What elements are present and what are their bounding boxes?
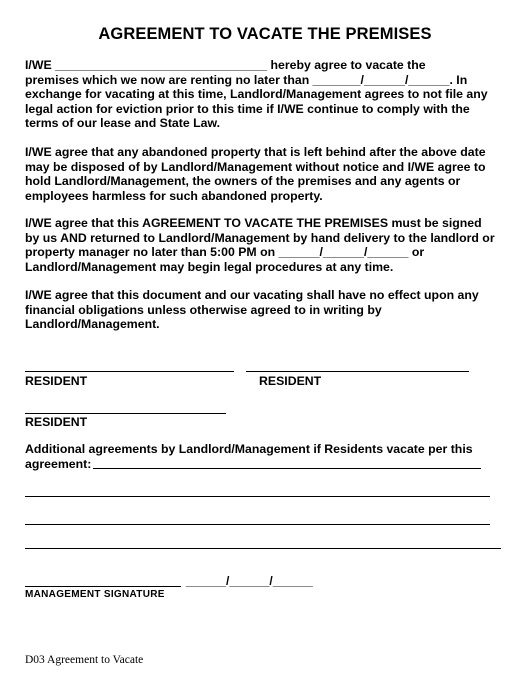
- resident-signature-line-2[interactable]: [246, 371, 469, 372]
- additional-agreements-line-3[interactable]: [25, 524, 490, 525]
- text-line: may be disposed of by Landlord/Management without notice and I/WE agree to: [25, 159, 486, 174]
- paragraph-abandoned-property: [25, 145, 507, 203]
- paragraph-signing-deadline: [25, 216, 507, 274]
- text-line: agreement:: [25, 456, 92, 471]
- text-line: financial obligations unless otherwise agreed to in writing by: [25, 302, 382, 317]
- additional-agreements-line-4[interactable]: [25, 548, 501, 549]
- resident-label-2: RESIDENT: [259, 374, 322, 388]
- text-line: hold Landlord/Management, the owners of the premises and any agents or: [25, 174, 461, 188]
- paragraph-financial-obligations: [25, 288, 507, 332]
- management-signature-line[interactable]: [25, 586, 181, 587]
- paragraph-vacate-date: [25, 58, 507, 131]
- text-line: employees harmless for such abandoned property.: [25, 188, 323, 203]
- text-line: premises which we now are renting no later than _______/______/______. In: [25, 72, 468, 87]
- text-line: Additional agreements by Landlord/Management if Residents vacate per this: [25, 442, 473, 456]
- resident-signature-line-1[interactable]: [25, 371, 234, 372]
- text-line: terms of our lease and State Law.: [25, 116, 220, 130]
- additional-agreements-line-2[interactable]: [25, 496, 490, 497]
- document-footer: D03 Agreement to Vacate: [25, 654, 144, 666]
- document-title: AGREEMENT TO VACATE THE PREMISES: [98, 25, 432, 43]
- text-line: exchange for vacating at this time, Landlord/Management agrees to not file any: [25, 87, 488, 101]
- text-line: I/WE agree that this AGREEMENT TO VACATE THE PREMISES must be signed: [25, 216, 482, 230]
- management-date-field[interactable]: ______/______/______: [186, 574, 313, 588]
- text-line: legal action for eviction prior to this time if I/WE continue to comply with the: [25, 101, 470, 116]
- additional-agreements-line-1[interactable]: [93, 468, 481, 469]
- text-line: I/WE agree that any abandoned property that is left behind after the above date: [25, 145, 486, 159]
- text-line: I/WE agree that this document and our vacating shall have no effect upon any: [25, 288, 479, 302]
- resident-signature-line-3[interactable]: [25, 413, 226, 414]
- additional-agreements: [25, 442, 507, 471]
- text-line: Landlord/Management may begin legal procedures at any time.: [25, 259, 394, 274]
- text-line: I/WE _______________________________ hereby agree to vacate the: [25, 58, 426, 72]
- resident-label-1: RESIDENT: [25, 374, 88, 388]
- text-line: by us AND returned to Landlord/Management by hand delivery to the landlord or: [25, 230, 495, 245]
- text-line: property manager no later than 5:00 PM on ______/______/______ or: [25, 245, 425, 259]
- management-signature-label: MANAGEMENT SIGNATURE: [25, 589, 165, 600]
- text-line: Landlord/Management.: [25, 317, 160, 331]
- resident-label-3: RESIDENT: [25, 415, 88, 429]
